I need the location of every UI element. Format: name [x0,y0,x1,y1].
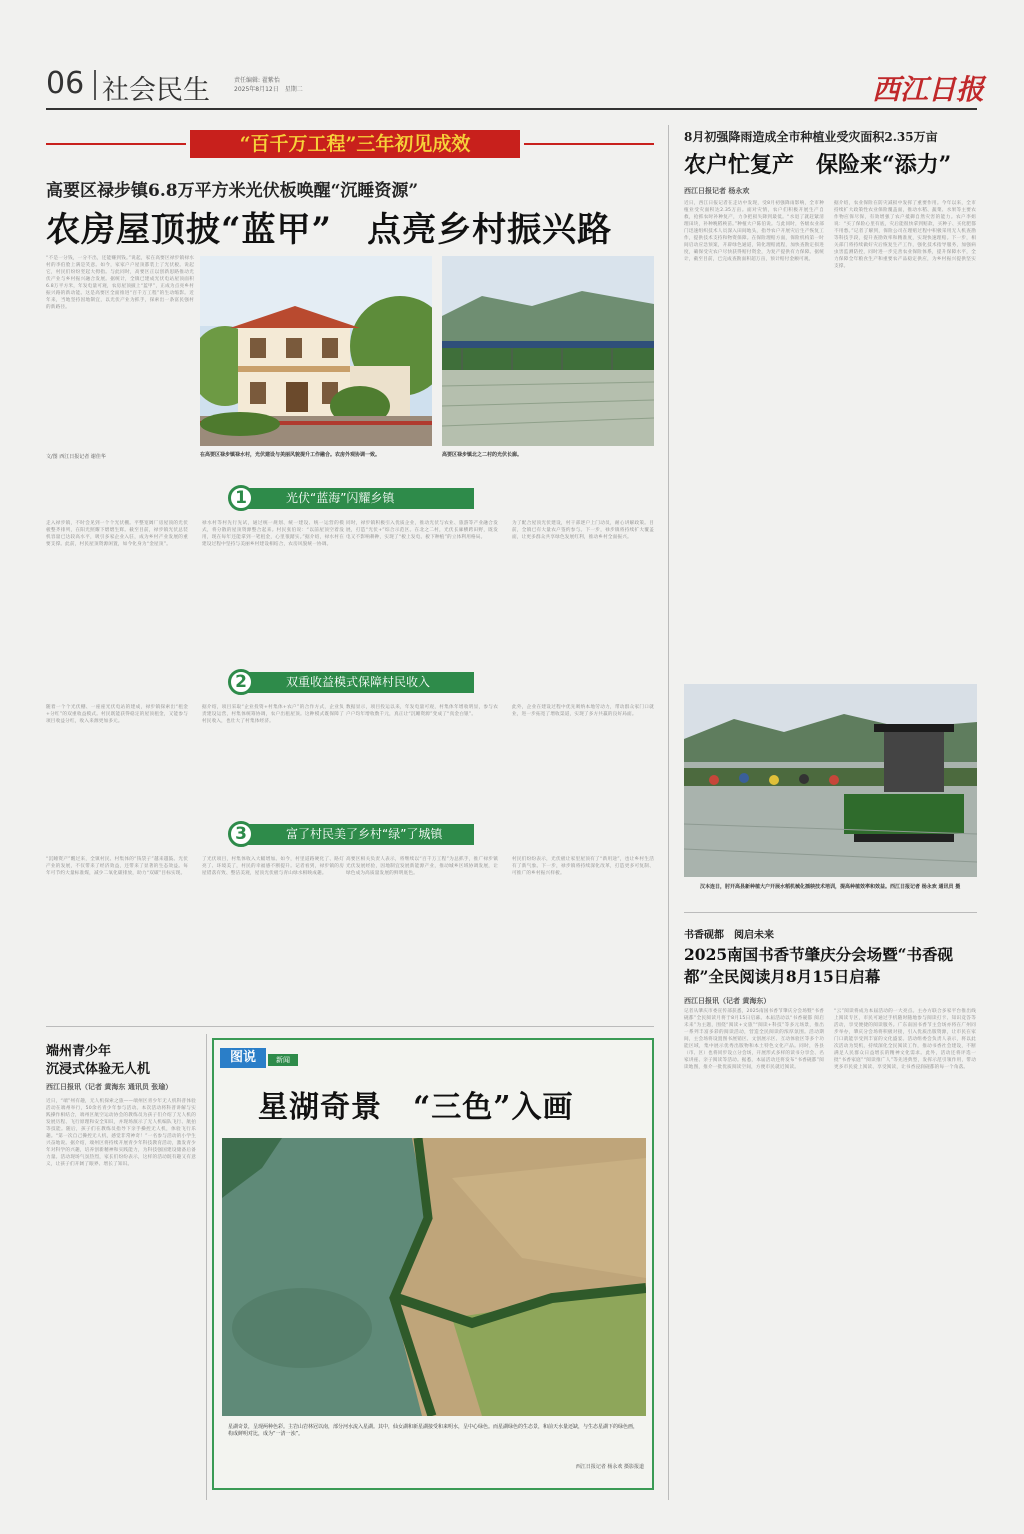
drone-text: 近日，“端”州有趣，无人机探索之旅——端州区青少年无人机科普体验活动在端州举行，50余名青少年参与活动。本次活动将科普讲解与实践操作相结合，端州区航空运动协会的教练员为孩子们介绍了无人机的发展历程、飞行原理和安全知识，并现场演示了无人机编队飞行、航拍等技能。随后，孩子们在教练员指导下亲手操控无人机，体验飞行乐趣。“第一次自己操控无人机，感觉非常神奇！”一名参与活动的小学生兴奋地说。据介绍，端州区将持续开展青少年科技教育活动，激发青少年对科学的兴趣，培养创新精神和实践能力，为科技强国建设储备后备力量。活动现场气氛热烈，家长们纷纷表示，这样的活动既有趣又有意义，让孩子们开阔了眼界、增长了知识。 [46,1099,196,1167]
banner-rule-left [46,143,186,145]
sec2-col4: 此外，企业在建设过程中优先吸纳本地劳动力，带动群众家门口就业，进一步拓宽了增收渠道，实现了多方共赢的良好局面。 [512,705,654,717]
photo-news-subbadge: 新闻 [268,1054,298,1066]
section-title: 社会民生 [102,75,210,106]
reading-col2: “云”阅读将成为本届活动的一大亮点。主办方联合多家平台推出线上阅读专区，市民可通过手机随时随地参与阅读打卡、知识竞答等活动，享受便捷的阅读服务。广东南国书香节主会场亦将在广州同步举办，肇庆分会场将积极对接，引入优质出版资源，让市民在家门口就能享受到丰富的文化盛宴。活动组委会负责人表示，将以此次活动为契机，持续深化全民阅读工作，推动书香社会建设，不断满足人民群众日益增长的精神文化需求。此外，活动还将评选一批“书香家庭”“阅读推广人”等先进典型，发挥示范引领作用，带动更多市民爱上阅读、享受阅读，让书香浸润砚都的每一个角落。 [834,1009,976,1070]
column-divider [668,125,669,1500]
reading-headline: 2025南国书香节肇庆分会场暨“书香砚都”全民阅读月8月15日启幕 [684,945,954,986]
sec1-col3: 同时，禄步镇积极引入优质企业，推动光伏与农业、旅游等产业融合发展，打造“光伏+”综合示范区。在北之二村，光伏长廊横跨田野，既发电又不影响耕种，实现了“板上发电、板下种植”的立体利用格局。 [346,521,498,540]
photo-news-title: 星湖奇景 “三色”入画 [258,1090,574,1125]
reading-byline: 西江日报讯（记者 黄海东） [684,997,771,1005]
sec1-col4: 为了配合屋顶光伏建设，村干部逐户上门动员，耐心讲解政策。目前，全镇已有大量农户签约参与。下一步，禄步镇将持续扩大覆盖面，让更多群众共享绿色发展红利，推动乡村全面振兴。 [512,521,654,540]
main-kicker: 高要区禄步镇6.8万平方米光伏板唤醒“沉睡资源” [46,181,419,201]
lead-byline: 文/图 西江日报记者 谢佳华 [46,454,106,460]
photo-village-house [200,256,432,446]
drone-headline-2: 沉浸式体验无人机 [46,1062,151,1077]
sec3-col3: 高要区相关负责人表示，将继续以“百千万工程”为总抓手，推广禄步镇光伏发展经验，因地制宜发展新能源产业，推动城乡区域协调发展，让绿色成为高质量发展的鲜明底色。 [346,857,498,876]
right-col1: 近日，西江日报记者在走访中发现，受8月初强降雨影响，全市种植业受灾面积达2.35万亩。面对灾情，农户们积极开展生产自救，抢抓农时补种复产，力争把损失降到最低。“水退了就赶紧清理田块，补种晚稻秧苗。”种植大户陈伯说。与此同时，各级农业部门迅速组织技术人员深入田间地头，指导农户开展灾后生产恢复工作，提供技术支持和物资保障。在保险理赔方面，保险机构第一时间启动应急预案，开辟绿色通道，简化理赔流程，加快查勘定损进度，确保受灾农户尽快获得赔付资金，为复产提供有力保障。据统计，截至目前，已完成查勘面积超万亩，预计赔付金额可观。 [684,201,824,262]
sec1-col2: 禄水村等村先行先试，通过统一规划、统一建设、统一运营的模式，将分散的屋顶资源整合起来。村民张伯说：“以前屋顶空着没用，现在每年还能拿到一笔租金，心里很踏实。”据介绍，禄水村在建设过程中坚持与美丽乡村建设相结合，农房风貌统一协调。 [202,521,344,547]
header-meta [234,76,303,94]
right-col2: 据介绍，农业保险在防灾减损中发挥了重要作用。今年以来，全市持续扩大政策性农业保险覆盖面，推动水稻、蔬菜、水果等主要农作物应保尽保，有效增强了农户抵御自然灾害的能力。农户李姐说：“买了保险心里有底，灾后能很快拿到赔款，买种子、买化肥都不用愁。”记者了解到，保险公司在理赔过程中积极采用无人机查勘等科技手段，提升查勘效率和精准度，实现快速理赔。下一步，相关部门将持续做好灾后恢复生产工作，强化技术指导服务，加强病虫害监测防控，同时进一步完善农业保险体系，提升保障水平，全力保障全年粮食生产和重要农产品稳定供应，为乡村振兴提供坚实支撑。 [834,201,976,269]
photo-news-caption: 星湖奇景，呈现两种色彩。主岩山岩林冠以南，部分河水流入星湖。其中，仙女湖和新星湖接受和来明水，呈中心绿色。而星湖绿色的生态景，和前天水量还缺，与生态星湖下的绿色画，构成鲜明对比，成为“一清一浊”。 [228,1424,639,1437]
reading-tag: 书香砚都 阅启未来 [684,930,774,941]
reading-col1: 记者从肇庆市委宣传部获悉，2025南国书香节肇庆分会场暨“书香砚都”全民阅读月将于8月15日启幕。本届活动以“书香砚都 阅启未来”为主题，围绕“阅读+文旅”“阅读+科技”等多元场景，推出一系列丰富多彩的阅读活动，营造全民阅读的浓厚氛围。活动期间，主会场将设置图书展销区、文创展示区、互动体验区等多个功能区域，集中展示优秀出版物和本土特色文化产品。同时，各县（市、区）也将同步设立分会场，开展形式多样的读书分享会、名家讲座、亲子阅读等活动。据悉，本届活动还将发布“书香砚都”阅读地图，推介一批优质阅读空间，方便市民就近阅读。 [684,1009,824,1070]
sec3-col1: “沉睡资产”醒过来，全镇村民、村集体的“钱袋子”越来越鼓。光伏产业的发展，不仅带来了经济效益，还带来了显著的生态效益。每年可节约大量标准煤，减少二氧化碳排放，助力“双碳”目标实现。 [46,857,188,876]
header-divider [94,70,96,100]
photo-rice-planting [684,684,977,877]
photo-news-credit: 西江日报记者 杨永欢 摄影报道 [575,1464,644,1470]
header-rule [46,108,977,110]
sec2-col2: 据介绍，项目采取“企业投资+村集体+农户”的合作方式，企业负责建设运营，村集体统筹协调，农户出租屋顶。这种模式既保障了村民收入，也壮大了村集体经济。 [202,705,344,724]
photo-lake-aerial [222,1138,646,1416]
section-1-number: 1 [228,485,254,511]
right-headline: 农户忙复产 保险来“添力” [684,152,952,178]
newspaper-logo: 西江日报 [872,73,985,106]
banner-rule-right [524,143,654,145]
section-1-bar: 光伏“蓝海”闪耀乡镇 [246,488,474,509]
bottom-divider [206,1034,207,1500]
main-bottom-rule [46,1026,654,1027]
sec3-col2: 了光伏项目，村集体收入大幅增加。如今，村里道路硬化了、路灯亮了、环境美了，村民的幸福感不断提升。记者看到，禄步镇的房屋错落有致、整洁美观，屋顶光伏板与青山绿水相映成趣。 [202,857,344,876]
photo-news-box [212,1038,654,1490]
right-mid-rule [684,912,977,913]
drone-headline-1: 端州青少年 [46,1044,112,1059]
photo-solar-corridor [442,256,654,446]
section-2-number: 2 [228,669,254,695]
sec1-col1: 走入禄步镇，不时会见到一个个光伏棚。平整宽阔厂房屋顶的光伏板整齐排列，在阳光照耀下熠熠生辉。截至目前，禄步镇光伏总装机容量已达较高水平，吸引多家企业入驻，成为乡村产业发展的重要支撑。此前，村民屋顶资源闲置，如今化身为“金屋顶”。 [46,521,188,547]
sec3-col4: 村民们纷纷表示，光伏板让家里屋顶有了“新用途”，也让乡村生活有了新气象。下一步，禄步镇将持续深化改革，打造更多可复制、可推广的乡村振兴样板。 [512,857,654,876]
sec2-col1: 随着一个个光伏棚、一座座光伏电站的建成，禄步镇探索出“租金+分红”的双重收益模式。村民既能获得稳定的屋顶租金，又能参与项目收益分红，收入来源更加多元。 [46,705,188,724]
drone-byline: 西江日报讯（记者 黄海东 通讯员 张瑜） [46,1083,173,1091]
banner: “百千万工程”三年初见成效 [190,130,520,158]
right-photo-caption: 汉本连日，肘开高县新种植大户开展水稻机械化插秧技术培训，提高种植效率和效益。西江日报记者 杨永欢 通讯员 摄 [700,884,961,890]
photo1-caption: 在高要区禄步镇禄水村，光伏建设与美丽风貌提升工作融合。农房外观协调一致。 [200,452,381,458]
photo2-caption: 高要区禄步镇北之二村的光伏长廊。 [442,452,523,458]
photo-news-badge: 图说 [220,1048,266,1068]
right-byline: 西江日报记者 杨永欢 [684,187,750,195]
section-2-bar: 双重收益模式保障村民收入 [246,672,474,693]
section-3-bar: 富了村民美了乡村“绿”了城镇 [246,824,474,845]
date-line: 2025年8月12日 星期二 [234,86,303,93]
sec2-col3: 数据显示，项目投运以来，年发电量可观，村集体年增收明显，参与农户户均年增收数千元，真正让“沉睡资源”变成了“真金白银”。 [346,705,498,717]
editor-line: 责任编辑: 翟紫怡 [234,77,280,84]
main-headline: 农房屋顶披“蓝甲” 点亮乡村振兴路 [46,210,613,250]
page-number: 06 [46,66,85,101]
lead-text: “不是一分钱，一分不出，还能赚到钱。”说起，家在高要区禄步镇禄水村的李伯脸上满是笑意。如今，家家户户屋顶都装上了光伏板。说起它，村民们纷纷竖起大拇指。与此同时，高要区正以创新思路推动光伏产业与乡村振兴融合发展。据统计，全镇已建成光伏电站屋顶面积6.8万平方米，年发电量可观，农房屋顶披上“蓝甲”，正成为点亮乡村振兴路的新动能。这是高要区全面推进“百千万工程”的生动缩影。近年来，当地坚持因地制宜，以光伏产业为抓手，探索出一条富民强村的新路径。 [46,256,194,310]
section-3-number: 3 [228,821,254,847]
right-kicker: 8月初强降雨造成全市种植业受灾面积2.35万亩 [684,130,938,144]
